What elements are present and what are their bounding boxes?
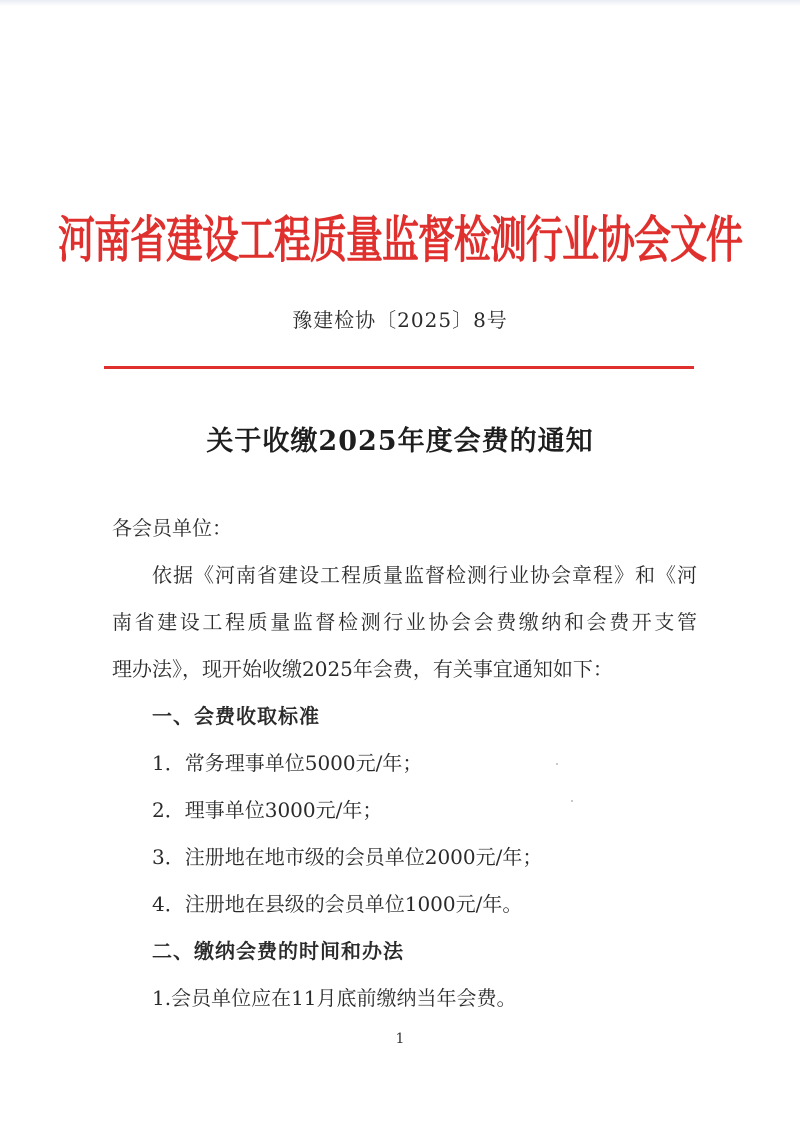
- intro-line-2: 南省建设工程质量监督检测行业协会会费缴纳和会费开支管: [112, 610, 697, 634]
- section-heading-fee-standard: 一、会费收取标准: [152, 704, 320, 728]
- fee-item: 2．理事单位3000元/年；: [152, 798, 383, 822]
- fee-item: 1．常务理事单位5000元/年；: [152, 751, 423, 775]
- scan-speck: [556, 763, 558, 765]
- salutation: 各会员单位：: [112, 516, 232, 540]
- notice-title: 关于收缴2025年度会费的通知: [206, 426, 594, 457]
- fee-item: 4．注册地在县级的会员单位1000元/年。: [152, 892, 523, 916]
- notice-body: [112, 505, 697, 1022]
- page-number: 1: [395, 1031, 405, 1047]
- document-number: 豫建检协〔2025〕8号: [292, 308, 508, 332]
- fee-item: 3．注册地在地市级的会员单位2000元/年；: [152, 845, 543, 869]
- scan-top-edge: [0, 0, 800, 6]
- intro-line-3: 理办法》，现开始收缴2025年会费，有关事宜通知如下：: [112, 657, 613, 681]
- red-divider-line: [104, 366, 694, 369]
- section-heading-payment: 二、缴纳会费的时间和办法: [152, 939, 404, 963]
- payment-item: 1.会员单位应在11月底前缴纳当年会费。: [152, 986, 517, 1010]
- scan-speck: [571, 800, 573, 802]
- intro-line-1: 依据《河南省建设工程质量监督检测行业协会章程》和《河: [152, 563, 697, 587]
- masthead-title: 河南省建设工程质量监督检测行业协会文件: [58, 209, 742, 269]
